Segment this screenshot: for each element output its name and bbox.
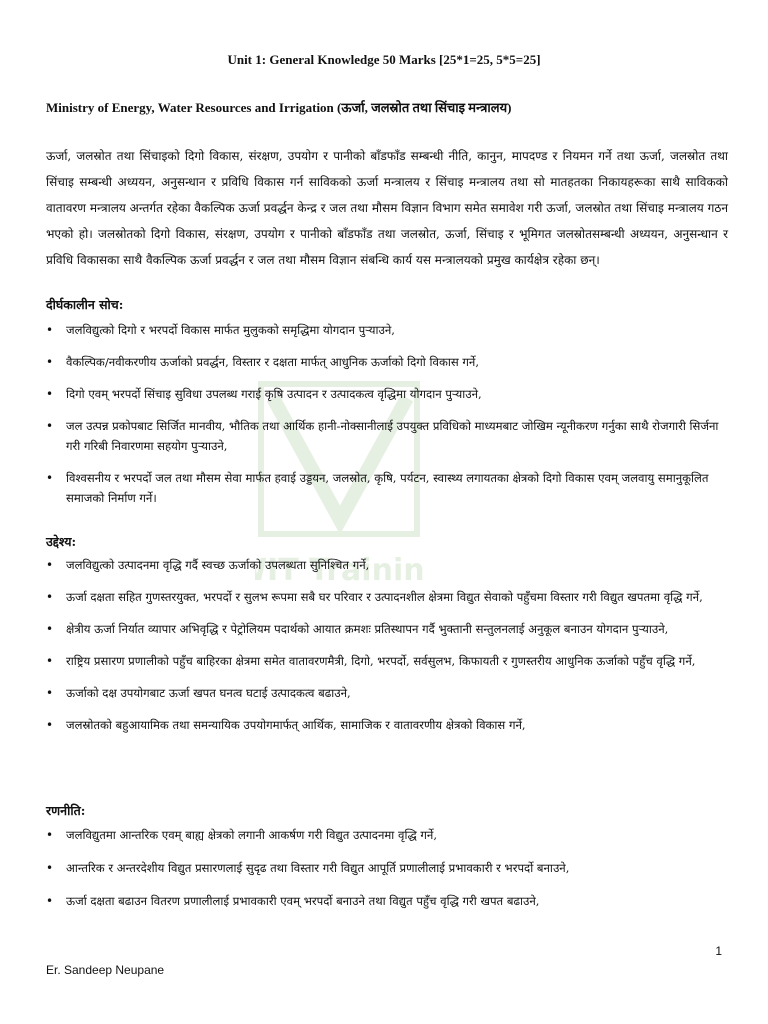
bullet-icon: • [46,558,54,572]
list-item: • ऊर्जा दक्षता बढाउन वितरण प्रणालीलाई प्रभावकारी एवम् भरपर्दो बनाउने तथा विद्युत पहुँच वृद्धि गरी खपत बढाउने, [46,891,728,911]
footer-author: Er. Sandeep Neupane [46,963,165,977]
bullet-icon: • [46,355,54,369]
bullet-icon: • [46,654,54,668]
watermark-text: IT Trainin [267,553,425,588]
strategies-list [46,825,728,911]
bullet-icon: • [46,861,54,875]
bullet-icon: • [46,686,54,700]
bullet-icon: • [46,718,54,732]
list-item: • ऊर्जा दक्षता सहित गुणस्तरयुक्त, भरपर्दो र सुलभ रूपमा सबै घर परिवार र उत्पादनशील क्षेत्रमा विद्युत सेवाको पहुँचमा विस्तार गरी विद्युत खपतमा वृद्धि गर्ने, [46,587,728,607]
list-item: • जलविद्युत्को दिगो र भरपर्दो विकास मार्फत मुलुकको समृद्धिमा योगदान पुर्‍याउने, [46,320,728,340]
list-item: • राष्ट्रिय प्रसारण प्रणालीको पहुँच बाहिरका क्षेत्रमा समेत वातावरणमैत्री, दिगो, भरपर्दो, सर्वसुलभ, किफायती र गुणस्तरीय आधुनिक ऊर्जाको पहुँच वृद्धि गर्ने, [46,651,728,671]
list-item: • क्षेत्रीय ऊर्जा निर्यात व्यापार अभिवृद्धि र पेट्रोलियम पदार्थको आयात क्रमशः प्रतिस्थापन गर्दै भुक्तानी सन्तुलनलाई अनुकूल बनाउन योगदान पुर्‍याउने, [46,619,728,639]
list-item: • वैकल्पिक/नवीकरणीय ऊर्जाको प्रवर्द्धन, विस्तार र दक्षता मार्फत् आधुनिक ऊर्जाको दिगो विकास गर्ने, [46,352,728,372]
bullet-icon: • [46,323,54,337]
bullet-icon: • [46,471,54,485]
ministry-title: Ministry of Energy, Water Resources and Irrigation (ऊर्जा, जलस्रोत तथा सिंचाइ मन्त्रालय) [46,100,512,115]
strategies-heading: रणनीति: [46,803,86,818]
list-item: • जलस्रोतको बहुआयामिक तथा समन्यायिक उपयोगमार्फत् आर्थिक, सामाजिक र वातावरणीय क्षेत्रको विकास गर्ने, [46,715,728,735]
objectives-list [46,555,728,735]
list-item: • ऊर्जाको दक्ष उपयोगबाट ऊर्जा खपत घनत्व घटाई उत्पादकत्व बढाउने, [46,683,728,703]
bullet-icon: • [46,590,54,604]
long-term-vision-list [46,320,728,508]
long-term-vision-heading: दीर्घकालीन सोच: [46,297,124,312]
page-number: 1 [715,944,722,958]
objectives-heading: उद्देश्य: [46,534,77,549]
intro-paragraph: ऊर्जा, जलस्रोत तथा सिंचाइको दिगो विकास, संरक्षण, उपयोग र पानीको बाँडफाँड सम्बन्धी नीति, कानुन, मापदण्ड र नियमन गर्ने तथा ऊर्जा, जलस्रोत तथा सिंचाइ सम्बन्धी अध्ययन, अनुसन्धान र प्रविधि विकास गर्न साविकको ऊर्जा मन्त्रालय र सिंचाइ मन्त्रालय तथा सो मातहतका निकायहरूका साथै साविकको वातावरण मन्त्रालय अन्तर्गत रहेका वैकल्पिक ऊर्जा प्रवर्द्धन केन्द्र र जल तथा मौसम विज्ञान विभाग समेत समावेश गरी ऊर्जा, जलस्रोत तथा सिंचाइ मन्त्रालय गठन भएको हो। जलस्रोतको दिगो विकास, संरक्षण, उपयोग र पानीको बाँडफाँड तथा जलस्रोत, ऊर्जा, सिंचाइ र भूमिगत जलस्रोतसम्बन्धी अध्ययन, अनुसन्धान र प्रविधि विकासका साथै वैकल्पिक ऊर्जा प्रवर्द्धन र जल तथा मौसम विज्ञान संबन्धि कार्य यस मन्त्रालयको प्रमुख कार्यक्षेत्र रहेका छन्। [46,149,728,267]
unit-title: Unit 1: General Knowledge 50 Marks [25*1=25, 5*5=25] [227,52,541,67]
list-item: • जलविद्युत्को उत्पादनमा वृद्धि गर्दै स्वच्छ ऊर्जाको उपलब्धता सुनिश्चित गर्ने, [46,555,728,575]
bullet-icon: • [46,419,54,433]
list-item: • जलविद्युतमा आन्तरिक एवम् बाह्य क्षेत्रको लगानी आकर्षण गरी विद्युत उत्पादनमा वृद्धि गर्ने, [46,825,728,845]
bullet-icon: • [46,622,54,636]
list-item: • जल उत्पन्न प्रकोपबाट सिर्जित मानवीय, भौतिक तथा आर्थिक हानी-नोक्सानीलाई उपयुक्त प्रविधिको माध्यमबाट जोखिम न्यूनीकरण गर्नुका साथै रोजगारी सिर्जना गरी गरिबी निवारणमा सहयोग पुर्‍याउने, [46,416,728,456]
list-item: • दिगो एवम् भरपर्दो सिंचाइ सुविधा उपलब्ध गराई कृषि उत्पादन र उत्पादकत्व वृद्धिमा योगदान पुर्‍याउने, [46,384,728,404]
bullet-icon: • [46,828,54,842]
list-item: • विश्वसनीय र भरपर्दो जल तथा मौसम सेवा मार्फत हवाई उड्डयन, जलस्रोत, कृषि, पर्यटन, स्वास्थ्य लगायतका क्षेत्रको दिगो विकास एवम् जलवायु समानुकूलित समाजको निर्माण गर्ने। [46,468,728,508]
list-item: • आन्तरिक र अन्तरदेशीय विद्युत प्रसारणलाई सुदृढ तथा विस्तार गरी विद्युत आपूर्ति प्रणालीलाई प्रभावकारी र भरपर्दो बनाउने, [46,858,728,878]
bullet-icon: • [46,894,54,908]
bullet-icon: • [46,387,54,401]
